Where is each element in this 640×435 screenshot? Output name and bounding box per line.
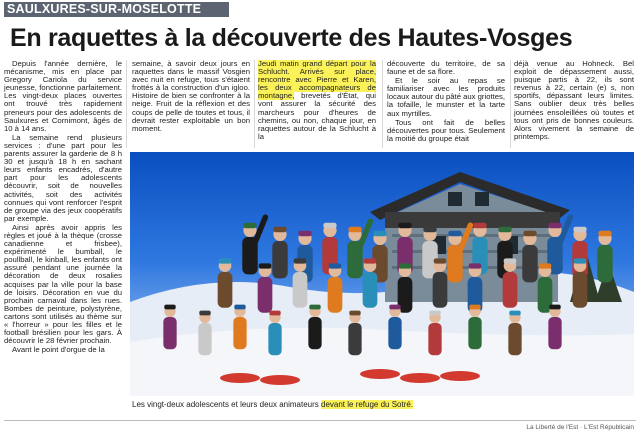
article-column-4 xyxy=(387,60,505,148)
paragraph: Tous ont fait de belles découvertes pour tous. Seulement la moitié du groupe était xyxy=(387,117,505,143)
caption-highlight: devant le refuge du Sotré. xyxy=(321,400,414,409)
paragraph xyxy=(258,60,376,141)
photo-caption xyxy=(132,399,634,411)
column-divider xyxy=(126,60,127,148)
article-column-3 xyxy=(258,60,376,148)
paragraph: Ainsi après avoir appris les règles et joué à la thèque (crosse canadienne et frisbee), expérimenté le bumball, le poullball, le kinball, les enfants ont assuré pendant une journée la décoration de deux rosalies acquises par la ville pour la base de loisirs. Décoration en vue du prochain carnaval dans les rues. Bombes de peinture, polystyrène, cartons sont utilisés au thème sur « l'horreur » pour les filles et le football brésilien pour les gars. À découvrir le 28 février prochain. xyxy=(4,222,122,346)
paragraph: semaine, à savoir deux jours en raquettes dans le massif Vosgien avec nuit en refuge, tous s'étaient frottés à la construction d'un igloo. Histoire de bien se confronter à la neige. Fruit de la réflexion et des coups de pelle de toutes et tous, il devrait rester exploitable un bon moment. xyxy=(132,60,250,133)
paragraph: déjà venue au Hohneck. Bel exploit de dépassement aussi, puisque partis à 22, ils sont revenus à 22, certain (e) s, non sportifs, dépassant leurs limites. Sans oublier deux très belles journées ensoleillées où toutes et tous ont pris de bonnes couleurs. Alors vivement la semaine de printemps. xyxy=(514,60,634,141)
article-column-1 xyxy=(4,60,122,412)
caption-text: Les vingt-deux adolescents et leurs deux animateurs xyxy=(132,400,321,409)
article-column-5 xyxy=(514,60,634,148)
paragraph: La semaine rend plusieurs services : d'une part pour les parents assurer la garderie de 8 h 30 et jusqu'à 18 h en sachant leurs enfants encadrés, d'autre part pour les adolescents découvrir, soit de nouvelles activités, soit des activités connues qui vont renforcer l'esprit de groupe via des jeux coopératifs par exemple. xyxy=(4,132,122,223)
group-photo xyxy=(130,152,634,396)
footer-credit: La Liberté de l'Est · L'Est Républicain xyxy=(526,424,634,431)
article-column-2 xyxy=(132,60,250,148)
headline: En raquettes à la découverte des Hautes-Vosges xyxy=(10,24,573,52)
footer-rule xyxy=(4,420,636,421)
column-divider xyxy=(382,60,383,148)
section-kicker: SAULXURES-SUR-MOSELOTTE xyxy=(4,2,229,17)
paragraph-text: brevetés d'État, qui vont assurer la sécurité des marcheurs pour d'heures de chemins, ou non, chaque jour, en raquettes autour de la Schlucht à la xyxy=(258,91,376,141)
highlighted-text: Jeudi matin grand départ pour la Schlucht. Arrivés sur place, rencontre avec Pierre et Karen, les deux accompagnateurs de montagne, xyxy=(258,60,376,101)
paragraph: Et le soir au repas se familiariser avec les produits locaux autour du pâté aux griottes, la tofaille, le munster et la tarte aux myrtilles. xyxy=(387,76,505,118)
column-divider xyxy=(254,60,255,148)
paragraph: Depuis l'année dernière, le mécanisme, mis en place par Gregory Cariola du service jeunesse, fonctionne parfaitement. Les vingt-deux places ouvertes ont trouvé très rapidement preneurs pour des adolescents de Saulxures et Cornimont, âgés de 10 à 14 ans. xyxy=(4,60,122,133)
paragraph: Avant le point d'orgue de la xyxy=(12,345,105,355)
paragraph: découverte du territoire, de sa faune et de sa flore. xyxy=(387,60,505,77)
photo-illustration xyxy=(130,152,634,396)
column-divider xyxy=(510,60,511,148)
